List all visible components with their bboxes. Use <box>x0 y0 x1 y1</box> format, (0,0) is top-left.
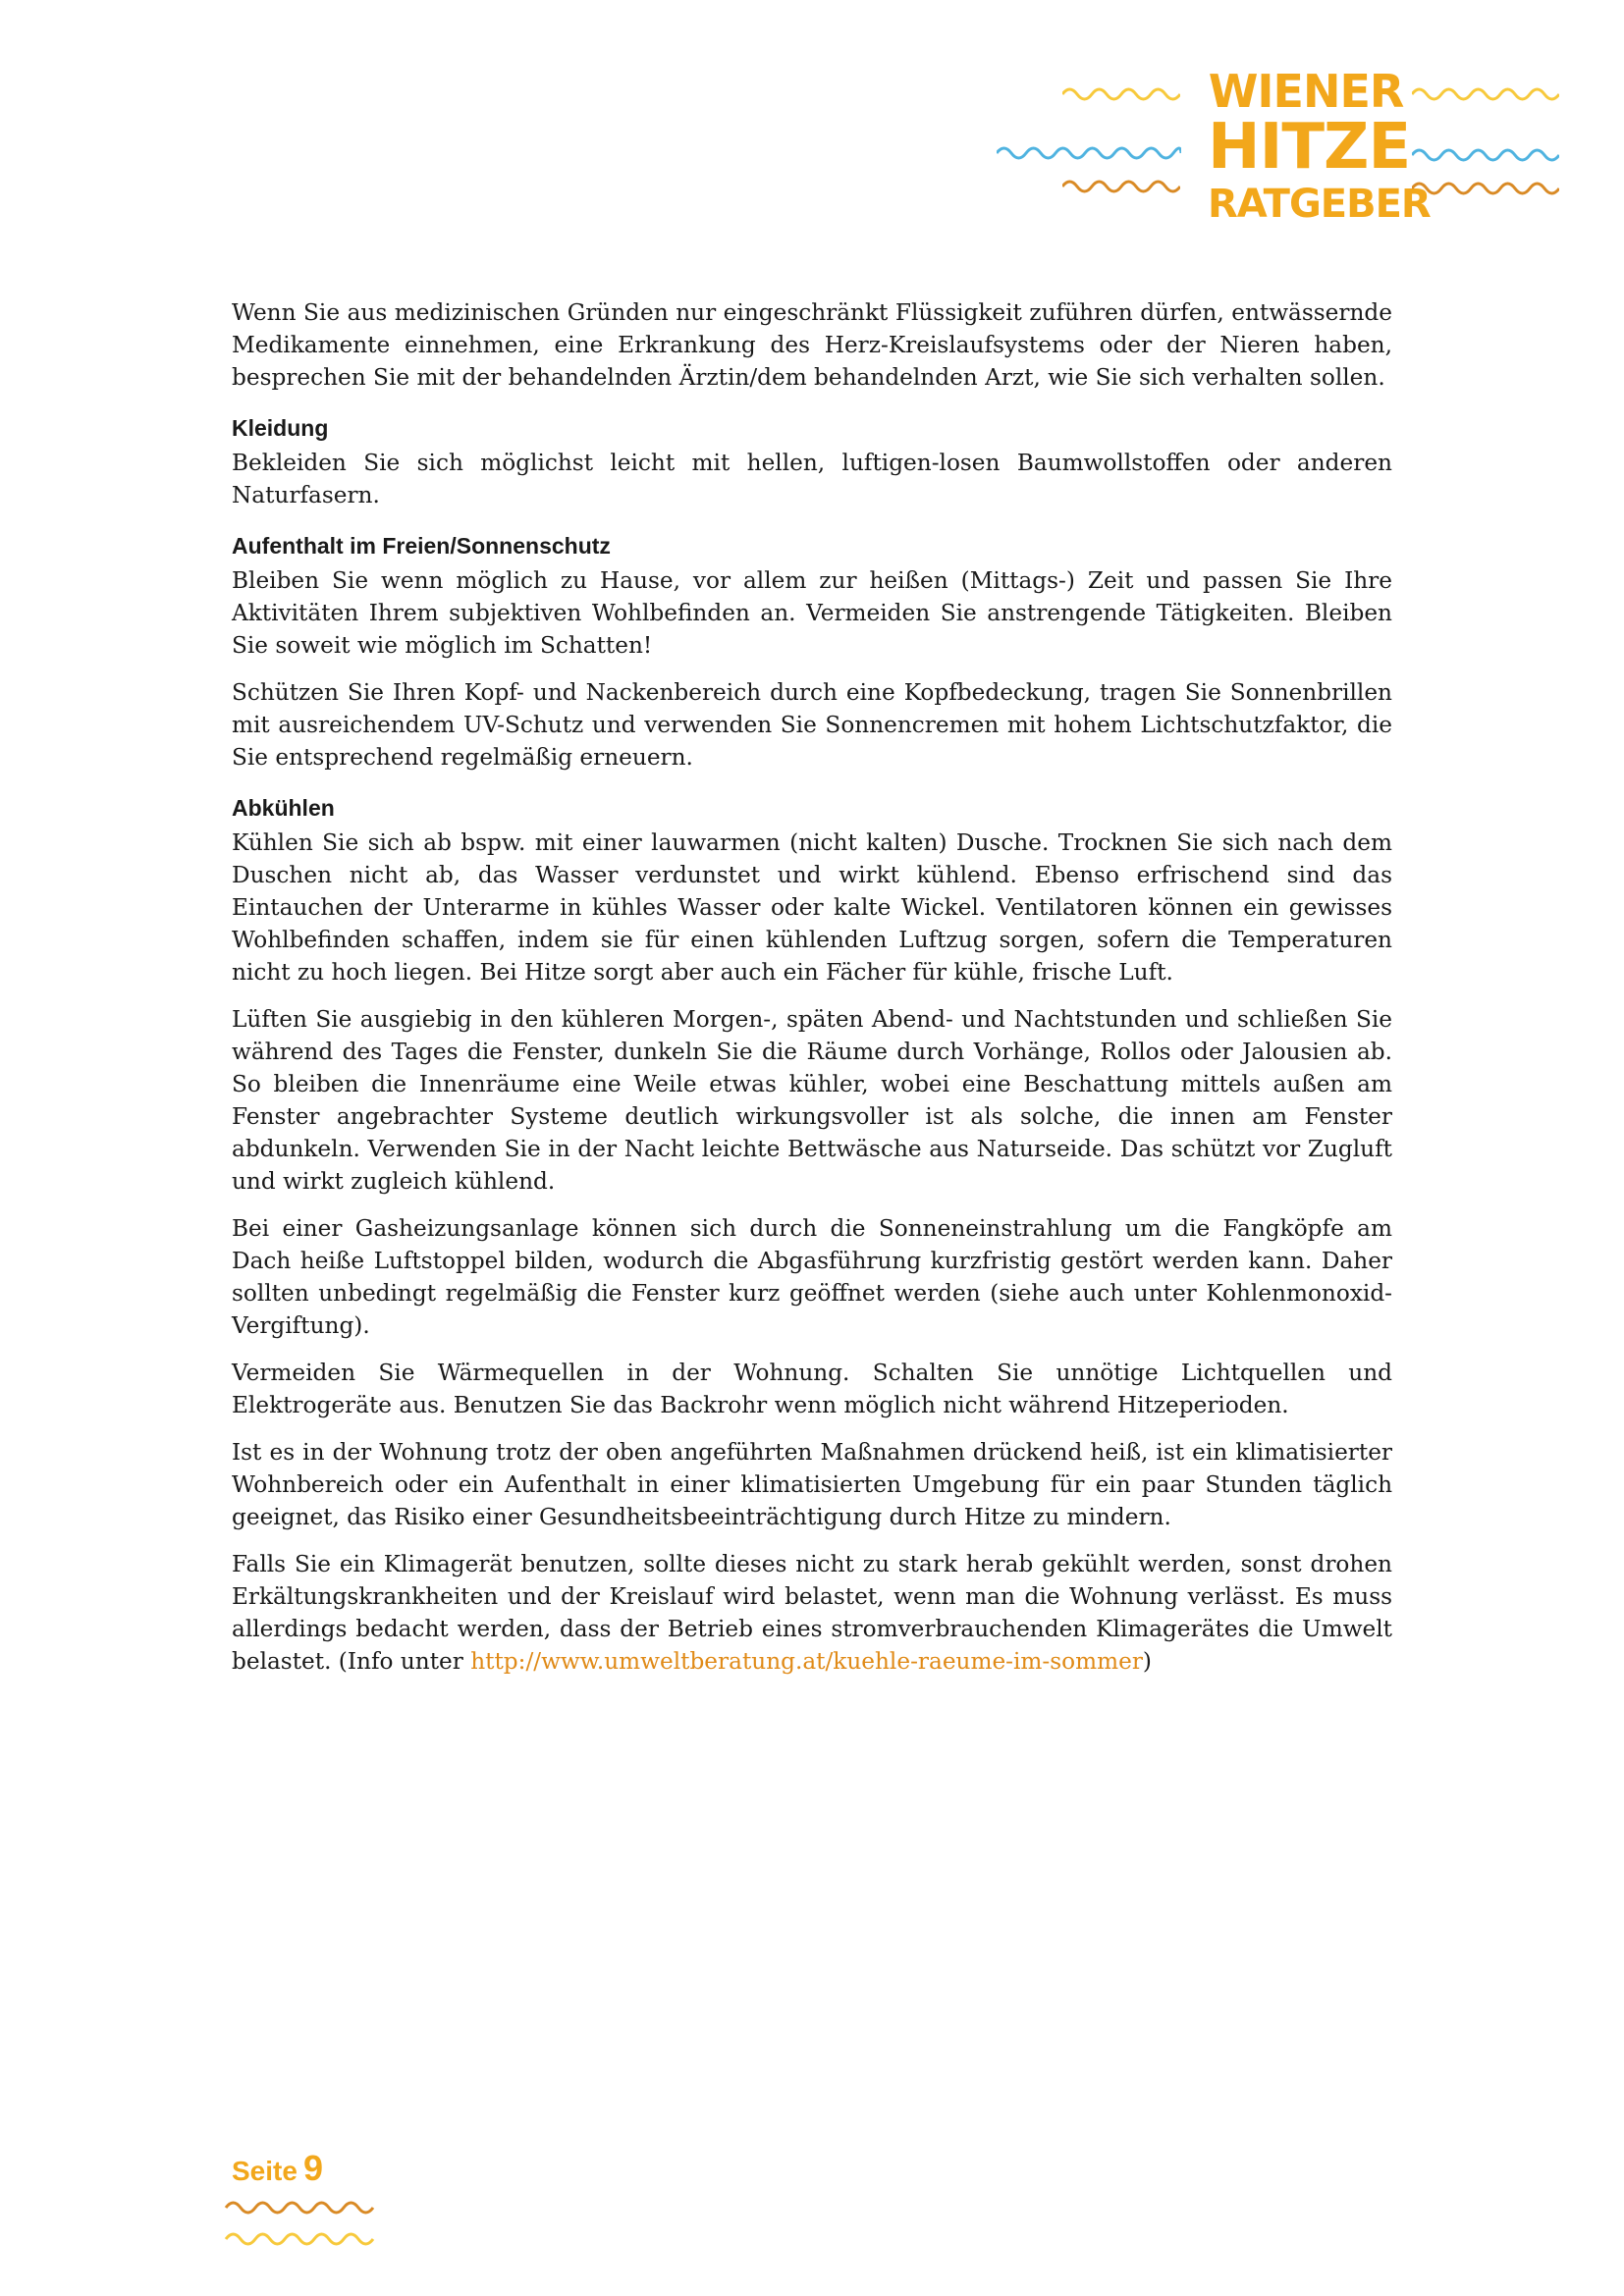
umweltberatung-link[interactable]: http://www.umweltberatung.at/kuehle-raeume-im-sommer <box>470 1648 1143 1675</box>
logo-wave-blue-right-icon <box>1412 145 1559 165</box>
aufenthalt-paragraph-2: Schützen Sie Ihren Kopf- und Nackenbereich durch eine Kopfbedeckung, tragen Sie Sonnenbrillen mit ausreichendem UV-Schutz und verwenden Sie Sonnencremen mit hohem Lichtschutzfaktor, die Sie entsprechend regelmäßig erneuern. <box>232 679 1392 771</box>
page-number-value: 9 <box>302 2148 323 2188</box>
logo-ratgeber: RATGEBER <box>1208 182 1431 227</box>
abkuehlen-paragraph-6-text: Falls Sie ein Klimagerät benutzen, sollte dieses nicht zu stark herab gekühlt werden, sonst drohen Erkältungskrankheiten und der Kreislauf wird belastet, wenn man die Wohnung verlässt. Es muss allerdings bedacht werden, dass der Betrieb eines stromverbrauchenden Klimagerätes die Umwelt belastet. (Info unter <box>232 1551 1392 1675</box>
logo-wave-yellow-right-icon <box>1412 82 1559 102</box>
footer-waves-icon <box>224 2194 381 2257</box>
intro-paragraph: Wenn Sie aus medizinischen Gründen nur eingeschränkt Flüssigkeit zuführen dürfen, entwässernde Medikamente einnehmen, eine Erkrankung des Herz-Kreislaufsystems oder der Nieren haben, besprechen Sie mit der behandelnden Ärztin/dem behandelnden Arzt, wie Sie sich verhalten sollen. <box>232 299 1392 391</box>
abkuehlen-paragraph-6-close: ) <box>1142 1648 1152 1675</box>
wiener-hitze-ratgeber-logo <box>992 61 1431 233</box>
section-heading-aufenthalt: Aufenthalt im Freien/Sonnenschutz <box>232 533 611 559</box>
logo-hitze: HITZE <box>1208 111 1411 184</box>
abkuehlen-paragraph-6 <box>232 1548 1392 1678</box>
section-heading-abkuehlen: Abkühlen <box>232 795 335 821</box>
logo-wiener: WIENER <box>1208 65 1404 118</box>
page-label: Seite <box>232 2156 298 2186</box>
kleidung-paragraph: Bekleiden Sie sich möglichst leicht mit hellen, luftigen-losen Baumwollstoffen oder anderen Naturfasern. <box>232 450 1392 508</box>
logo-wave-brown-left-icon <box>1062 175 1180 194</box>
logo-wave-blue-left-icon <box>997 143 1181 163</box>
abkuehlen-paragraph-4: Vermeiden Sie Wärmequellen in der Wohnung. Schalten Sie unnötige Lichtquellen und Elektrogeräte aus. Benutzen Sie das Backrohr wenn möglich nicht während Hitzeperioden. <box>232 1360 1392 1418</box>
abkuehlen-paragraph-2: Lüften Sie ausgiebig in den kühleren Morgen-, späten Abend- und Nachtstunden und schließen Sie während des Tages die Fenster, dunkeln Sie die Räume durch Vorhänge, Rollos oder Jalousien ab. So bleiben die Innenräume eine Weile etwas kühler, wobei eine Beschattung mittels außen am Fenster angebrachter Systeme deutlich wirkungsvoller ist als solche, die innen am Fenster abdunkeln. Verwenden Sie in der Nacht leichte Bettwäsche aus Naturseide. Das schützt vor Zugluft und wirkt zugleich kühlend. <box>232 1006 1392 1195</box>
abkuehlen-paragraph-3: Bei einer Gasheizungsanlage können sich durch die Sonneneinstrahlung um die Fangköpfe am Dach heiße Luftstoppel bilden, wodurch die Abgasführung kurzfristig gestört werden kann. Daher sollten unbedingt regelmäßig die Fenster kurz geöffnet werden (siehe auch unter Kohlenmonoxid-Vergiftung). <box>232 1215 1392 1339</box>
logo-wave-brown-right-icon <box>1412 177 1559 196</box>
aufenthalt-paragraph-1: Bleiben Sie wenn möglich zu Hause, vor allem zur heißen (Mittags-) Zeit und passen Sie Ihre Aktivitäten Ihrem subjektiven Wohlbefinden an. Vermeiden Sie anstrengende Tätigkeiten. Bleiben Sie soweit wie möglich im Schatten! <box>232 567 1392 659</box>
page-number <box>232 2148 323 2189</box>
abkuehlen-paragraph-5: Ist es in der Wohnung trotz der oben angeführten Maßnahmen drückend heiß, ist ein klimatisierter Wohnbereich oder ein Aufenthalt in einer klimatisierten Umgebung für ein paar Stunden täglich geeignet, das Risiko einer Gesundheitsbeeinträchtigung durch Hitze zu mindern. <box>232 1439 1392 1530</box>
logo-wave-yellow-left-icon <box>1062 82 1180 102</box>
abkuehlen-paragraph-1: Kühlen Sie sich ab bspw. mit einer lauwarmen (nicht kalten) Dusche. Trocknen Sie sich nach dem Duschen nicht ab, das Wasser verdunstet und wirkt kühlend. Ebenso erfrischend sind das Eintauchen der Unterarme in kühles Wasser oder kalte Wickel. Ventilatoren können ein gewisses Wohlbefinden schaffen, indem sie für einen kühlenden Luftzug sorgen, sofern die Temperaturen nicht zu hoch liegen. Bei Hitze sorgt aber auch ein Fächer für kühle, frische Luft. <box>232 829 1392 986</box>
main-content <box>232 296 1392 1692</box>
section-heading-kleidung: Kleidung <box>232 415 329 441</box>
